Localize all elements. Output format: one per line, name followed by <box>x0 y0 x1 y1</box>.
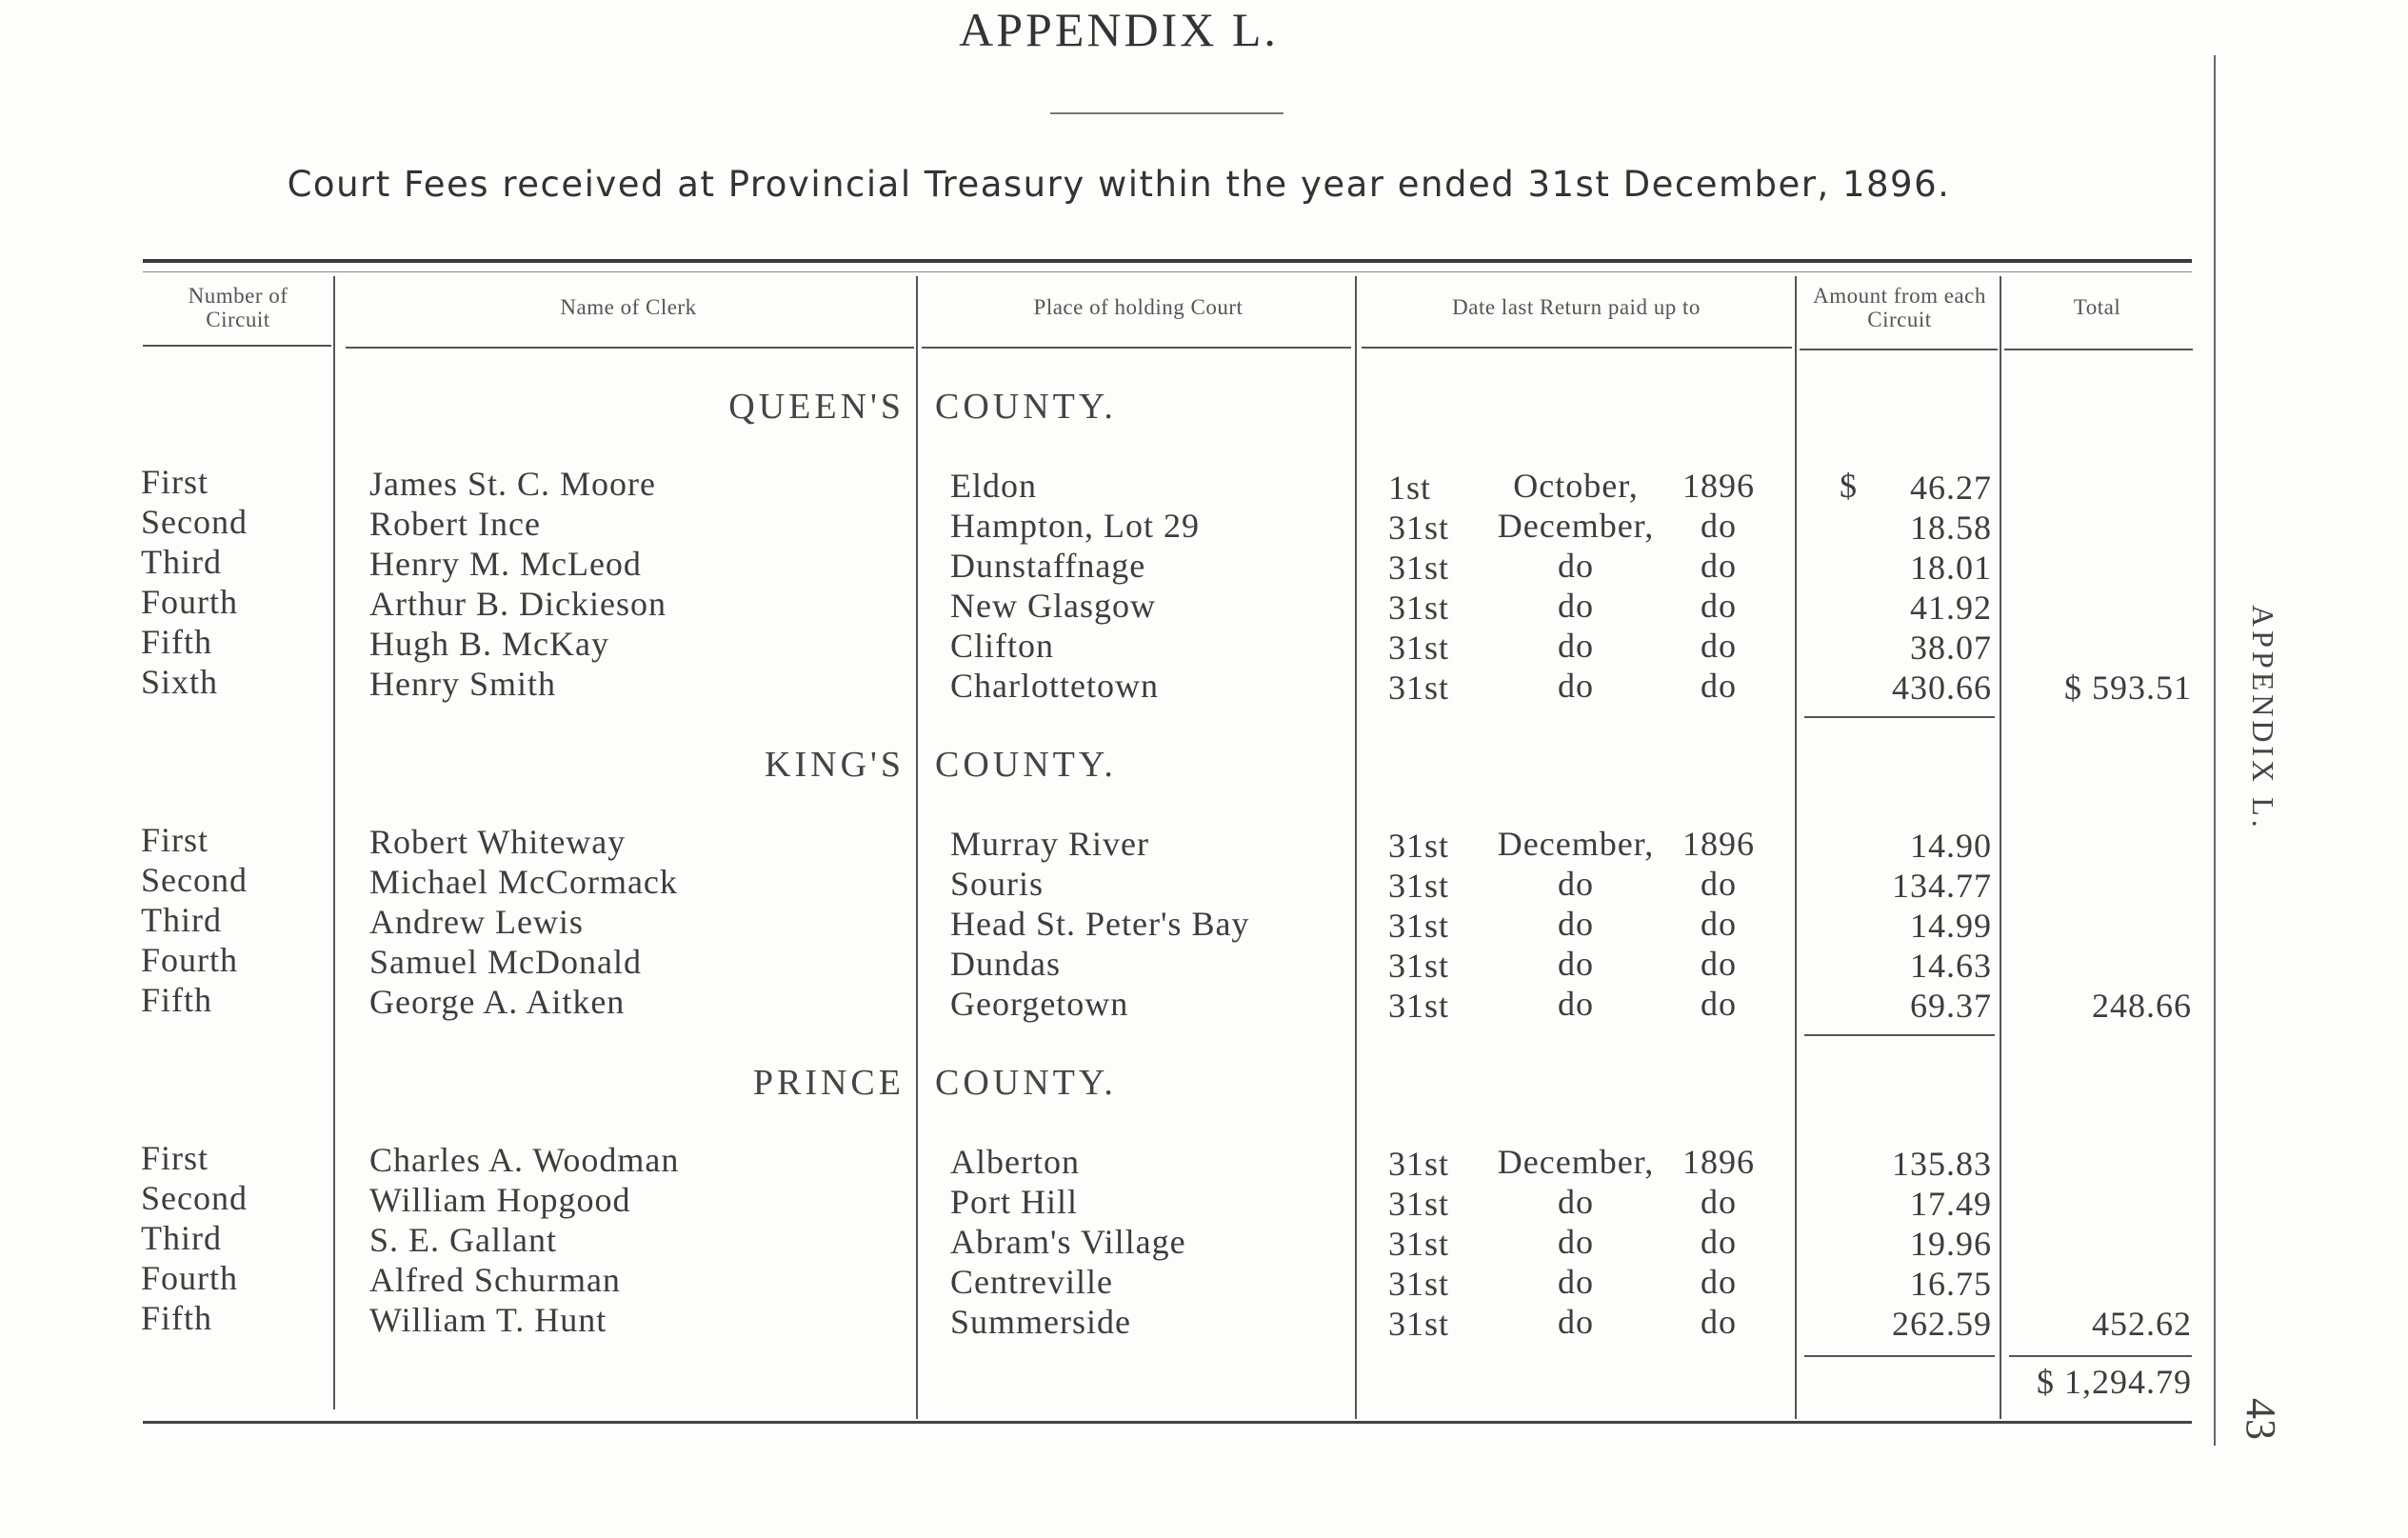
court-place: Hampton, Lot 29 <box>950 507 1200 545</box>
circuit-amount: 38.07 <box>1910 629 1992 667</box>
clerk-name: James St. C. Moore <box>369 465 656 503</box>
court-place: Dunstaffnage <box>950 547 1146 585</box>
county-name: KING'S <box>765 745 905 785</box>
circuit-amount: 18.01 <box>1910 549 1992 587</box>
col-divider-5 <box>2000 276 2001 1419</box>
header-underline <box>2004 349 2193 350</box>
header-amount: Amount from each Circuit <box>1813 284 1986 331</box>
court-place: Head St. Peter's Bay <box>950 905 1250 943</box>
header-date: Date last Return paid up to <box>1452 295 1701 319</box>
clerk-name: Andrew Lewis <box>369 903 584 941</box>
circuit-number: Fifth <box>141 981 213 1019</box>
side-label: APPENDIX L. <box>2246 605 2280 831</box>
clerk-name: Arthur B. Dickieson <box>369 585 667 623</box>
return-year: do <box>1701 1223 1737 1261</box>
circuit-amount: 41.92 <box>1910 589 1992 627</box>
return-year: do <box>1701 627 1737 665</box>
court-place: Summerside <box>950 1303 1131 1341</box>
return-month: October, <box>1513 467 1639 505</box>
county-label: COUNTY. <box>935 745 1117 785</box>
return-day: 31st <box>1388 987 1450 1025</box>
circuit-amount: 16.75 <box>1910 1265 1992 1303</box>
return-year: 1896 <box>1682 1143 1755 1181</box>
return-year: do <box>1701 905 1737 943</box>
circuit-amount: 17.49 <box>1910 1185 1992 1223</box>
return-month: December, <box>1497 507 1655 545</box>
grand-total: $ 1,294.79 <box>2037 1363 2192 1401</box>
clerk-name: William Hopgood <box>369 1181 631 1219</box>
return-year: do <box>1701 985 1737 1023</box>
table-top-rule-thin <box>143 271 2192 272</box>
court-place: Clifton <box>950 627 1055 665</box>
circuit-amount: 14.90 <box>1910 827 1992 865</box>
circuit-number: First <box>141 463 209 501</box>
return-month: do <box>1558 905 1594 943</box>
circuit-amount: 135.83 <box>1892 1145 1992 1183</box>
clerk-name: Henry M. McLeod <box>369 545 642 583</box>
page-title: APPENDIX L. <box>959 3 1279 56</box>
return-day: 31st <box>1388 1265 1450 1303</box>
return-year: do <box>1701 587 1737 625</box>
return-year: 1896 <box>1682 825 1755 863</box>
return-day: 31st <box>1388 947 1450 985</box>
circuit-number: Fifth <box>141 623 213 661</box>
court-place: Dundas <box>950 945 1061 983</box>
return-month: do <box>1558 627 1594 665</box>
circuit-number: First <box>141 821 209 859</box>
county-name: PRINCE <box>752 1063 905 1103</box>
court-place: Alberton <box>950 1143 1080 1181</box>
table-bottom-rule <box>143 1421 2192 1424</box>
header-underline <box>143 345 331 347</box>
return-month: do <box>1558 667 1594 705</box>
court-place: Murray River <box>950 825 1149 863</box>
circuit-amount: 46.27 <box>1910 469 1992 507</box>
return-month: do <box>1558 547 1594 585</box>
return-day: 31st <box>1388 907 1450 945</box>
header-place: Place of holding Court <box>1033 295 1244 319</box>
court-place: Centreville <box>950 1263 1113 1301</box>
header-total: Total <box>2073 295 2121 319</box>
header-circuit: Number of Circuit <box>188 284 289 331</box>
county-name: QUEEN'S <box>728 387 905 427</box>
clerk-name: Robert Ince <box>369 505 541 543</box>
circuit-number: Second <box>141 503 248 541</box>
circuit-number: Fourth <box>141 1259 239 1297</box>
return-month: do <box>1558 1263 1594 1301</box>
court-place: Port Hill <box>950 1183 1079 1221</box>
circuit-amount: 430.66 <box>1892 669 1992 707</box>
subtotal-rule <box>1804 716 1995 718</box>
return-day: 31st <box>1388 827 1450 865</box>
return-day: 31st <box>1388 629 1450 667</box>
header-clerk: Name of Clerk <box>560 295 697 319</box>
return-month: December, <box>1497 825 1655 863</box>
circuit-amount: 134.77 <box>1892 867 1992 905</box>
county-total: 452.62 <box>2092 1305 2192 1343</box>
table-top-rule <box>143 259 2192 263</box>
return-year: do <box>1701 507 1737 545</box>
return-year: do <box>1701 667 1737 705</box>
return-year: do <box>1701 865 1737 903</box>
return-month: do <box>1558 1303 1594 1341</box>
col-divider-2 <box>916 276 918 1419</box>
circuit-number: Fourth <box>141 941 239 979</box>
return-month: do <box>1558 945 1594 983</box>
circuit-amount: 69.37 <box>1910 987 1992 1025</box>
clerk-name: Henry Smith <box>369 665 556 703</box>
return-year: do <box>1701 1263 1737 1301</box>
circuit-number: Fifth <box>141 1299 213 1337</box>
return-year: do <box>1701 1303 1737 1341</box>
county-label: COUNTY. <box>935 1063 1117 1103</box>
court-place: Charlottetown <box>950 667 1159 705</box>
return-day: 31st <box>1388 1145 1450 1183</box>
header-underline <box>1362 347 1792 349</box>
clerk-name: Hugh B. McKay <box>369 625 609 663</box>
court-place: Souris <box>950 865 1045 903</box>
return-day: 31st <box>1388 867 1450 905</box>
circuit-number: Sixth <box>141 663 219 701</box>
header-underline <box>1800 349 1998 350</box>
clerk-name: Michael McCormack <box>369 863 678 901</box>
circuit-amount: 14.99 <box>1910 907 1992 945</box>
col-divider-3 <box>1355 276 1357 1419</box>
court-place: Georgetown <box>950 985 1129 1023</box>
circuit-amount: 262.59 <box>1892 1305 1992 1343</box>
return-year: do <box>1701 945 1737 983</box>
page-subtitle: Court Fees received at Provincial Treasury within the year ended 31st December, 1896. <box>287 164 1951 205</box>
return-year: do <box>1701 547 1737 585</box>
clerk-name: William T. Hunt <box>369 1301 607 1339</box>
return-month: do <box>1558 1223 1594 1261</box>
clerk-name: George A. Aitken <box>369 983 626 1021</box>
grand-total-rule <box>2009 1355 2192 1357</box>
col-divider-1 <box>333 276 335 1409</box>
subtotal-rule <box>1804 1355 1995 1357</box>
return-day: 1st <box>1388 469 1432 507</box>
header-underline <box>346 347 914 349</box>
page-number: 43 <box>2238 1398 2284 1440</box>
circuit-number: Second <box>141 861 248 899</box>
return-month: do <box>1558 587 1594 625</box>
circuit-amount: 14.63 <box>1910 947 1992 985</box>
return-day: 31st <box>1388 1225 1450 1263</box>
circuit-number: Third <box>141 901 222 939</box>
court-place: New Glasgow <box>950 587 1156 625</box>
subtotal-rule <box>1804 1034 1995 1036</box>
return-month: do <box>1558 985 1594 1023</box>
court-place: Abram's Village <box>950 1223 1186 1261</box>
circuit-number: Second <box>141 1179 248 1217</box>
clerk-name: Samuel McDonald <box>369 943 642 981</box>
return-year: do <box>1701 1183 1737 1221</box>
clerk-name: Charles A. Woodman <box>369 1141 680 1179</box>
return-day: 31st <box>1388 589 1450 627</box>
currency-sign: $ <box>1840 467 1858 505</box>
county-total: $ 593.51 <box>2064 669 2192 707</box>
return-day: 31st <box>1388 549 1450 587</box>
return-month: do <box>1558 865 1594 903</box>
circuit-number: Third <box>141 1219 222 1257</box>
clerk-name: S. E. Gallant <box>369 1221 557 1259</box>
return-year: 1896 <box>1682 467 1755 505</box>
clerk-name: Alfred Schurman <box>369 1261 621 1299</box>
circuit-number: Fourth <box>141 583 239 621</box>
return-day: 31st <box>1388 669 1450 707</box>
title-divider <box>1050 112 1284 114</box>
clerk-name: Robert Whiteway <box>369 823 627 861</box>
return-day: 31st <box>1388 509 1450 547</box>
right-margin-rule <box>2214 55 2216 1446</box>
county-label: COUNTY. <box>935 387 1117 427</box>
col-divider-4 <box>1795 276 1797 1419</box>
circuit-number: Third <box>141 543 222 581</box>
county-total: 248.66 <box>2092 987 2192 1025</box>
header-underline <box>922 347 1351 349</box>
circuit-number: First <box>141 1139 209 1177</box>
circuit-amount: 18.58 <box>1910 509 1992 547</box>
return-day: 31st <box>1388 1305 1450 1343</box>
court-place: Eldon <box>950 467 1037 505</box>
return-month: December, <box>1497 1143 1655 1181</box>
return-month: do <box>1558 1183 1594 1221</box>
return-day: 31st <box>1388 1185 1450 1223</box>
circuit-amount: 19.96 <box>1910 1225 1992 1263</box>
